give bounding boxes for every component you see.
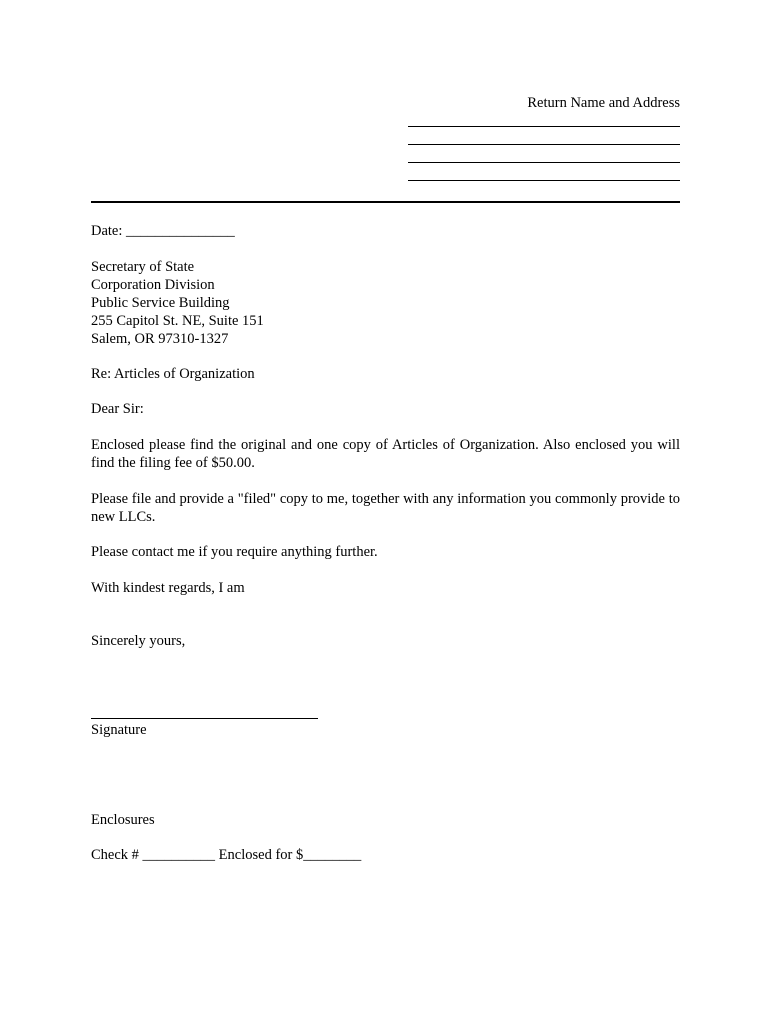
return-address-line-1: [408, 112, 680, 127]
recipient-address: [91, 258, 680, 348]
paragraph-contact: Please contact me if you require anything further.: [91, 544, 378, 560]
paragraph-enclosed: Enclosed please find the original and one copy of Articles of Organization. Also enclosed you will find the filing fee of $50.00.: [91, 437, 680, 471]
paragraph-file-request: Please file and provide a "filed" copy to me, together with any information you commonly provide to new LLCs.: [91, 491, 680, 525]
paragraph-regards: With kindest regards, I am: [91, 580, 245, 596]
return-address-line-4: [408, 163, 680, 181]
salutation: Dear Sir:: [91, 401, 144, 417]
signature-label: Signature: [91, 722, 147, 738]
header-divider: [91, 201, 680, 203]
return-address-title: Return Name and Address: [527, 95, 680, 111]
recipient-line-4: 255 Capitol St. NE, Suite 151: [91, 313, 264, 329]
enclosures-label: Enclosures: [91, 812, 155, 828]
check-line: Check # __________ Enclosed for $________: [91, 847, 362, 863]
signature-line: [91, 718, 318, 719]
date-line: Date: _______________: [91, 223, 235, 239]
recipient-line-5: Salem, OR 97310-1327: [91, 331, 229, 347]
recipient-line-3: Public Service Building: [91, 295, 230, 311]
return-address-line-2: [408, 127, 680, 145]
recipient-line-1: Secretary of State: [91, 259, 195, 275]
return-address-block: [408, 94, 680, 181]
recipient-line-2: Corporation Division: [91, 277, 215, 293]
re-line: Re: Articles of Organization: [91, 366, 255, 382]
closing: Sincerely yours,: [91, 633, 186, 649]
return-address-line-3: [408, 145, 680, 163]
